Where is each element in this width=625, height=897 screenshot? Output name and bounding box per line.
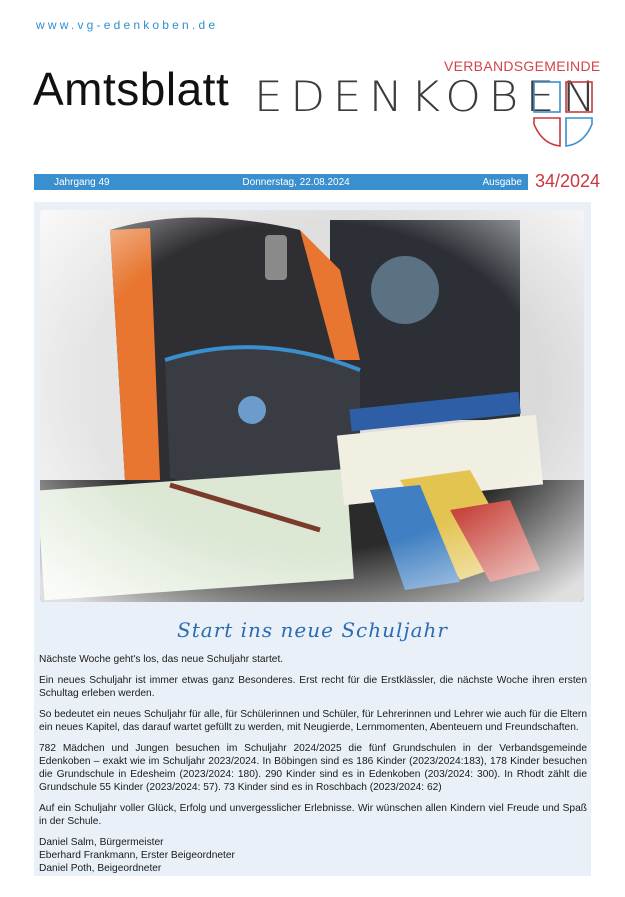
article-paragraph: Auf ein Schuljahr voller Glück, Erfolg und unvergesslicher Erlebnisse. Wir wünschen allen Kindern viel Freude und Spaß in der Schule. — [39, 803, 587, 827]
org-label: VERBANDSGEMEINDE — [444, 58, 601, 74]
issue-label: Ausgabe — [482, 176, 522, 188]
article-headline: Start ins neue Schuljahr — [177, 618, 448, 642]
signature-line: Daniel Poth, Beigeordneter — [39, 863, 162, 874]
article-paragraph: 782 Mädchen und Jungen besuchen im Schuljahr 2024/2025 die fünf Grundschulen in der Verbandsgemeinde Edenkoben – exakt wie im Schuljahr 2023/2024. In Böbingen sind es 186 Kinder (2023/2024:183), 178 Kinder besuchen die Grundschule in Edesheim (2023/2024: 180). 290 Kinder sind es in Edenkoben (203/2024: 300). In Rhodt zählt die Grundschule 55 Kinder (2023/2024: 57). 73 Kinder sind es in Roschbach (2023/2024: 62) — [39, 743, 587, 793]
volume-label: Jahrgang 49 — [54, 176, 110, 188]
website-url[interactable]: www.vg-edenkoben.de — [36, 18, 219, 32]
signature-line: Daniel Salm, Bürgermeister — [39, 837, 164, 848]
article-paragraph: Ein neues Schuljahr ist immer etwas ganz Besonderes. Erst recht für die Erstklässler, die nächste Woche ihren ersten Schultag erleben werden. — [39, 675, 587, 699]
article-body — [39, 653, 587, 875]
issue-info-bar — [34, 174, 528, 190]
date-label: Donnerstag, 22.08.2024 — [242, 176, 350, 188]
crest-icon — [532, 80, 594, 150]
cover-photo — [40, 210, 584, 602]
article-paragraph: Nächste Woche geht's los, das neue Schuljahr startet. — [39, 654, 284, 665]
issue-number: 34/2024 — [535, 171, 601, 191]
brand-wordmark: EDENKOBEN — [254, 72, 604, 121]
article-paragraph: So bedeutet ein neues Schuljahr für alle, für Schülerinnen und Schüler, für Lehrerinnen und Lehrer wie auch für die Eltern ein neues Kapitel, das darauf wartet gefüllt zu werden, mit Neugierde, Lernmomenten, Abenteuern und Freundschaften. — [39, 709, 587, 733]
publication-title: Amtsblatt — [33, 63, 230, 115]
signature-line: Eberhard Frankmann, Erster Beigeordneter — [39, 850, 235, 861]
